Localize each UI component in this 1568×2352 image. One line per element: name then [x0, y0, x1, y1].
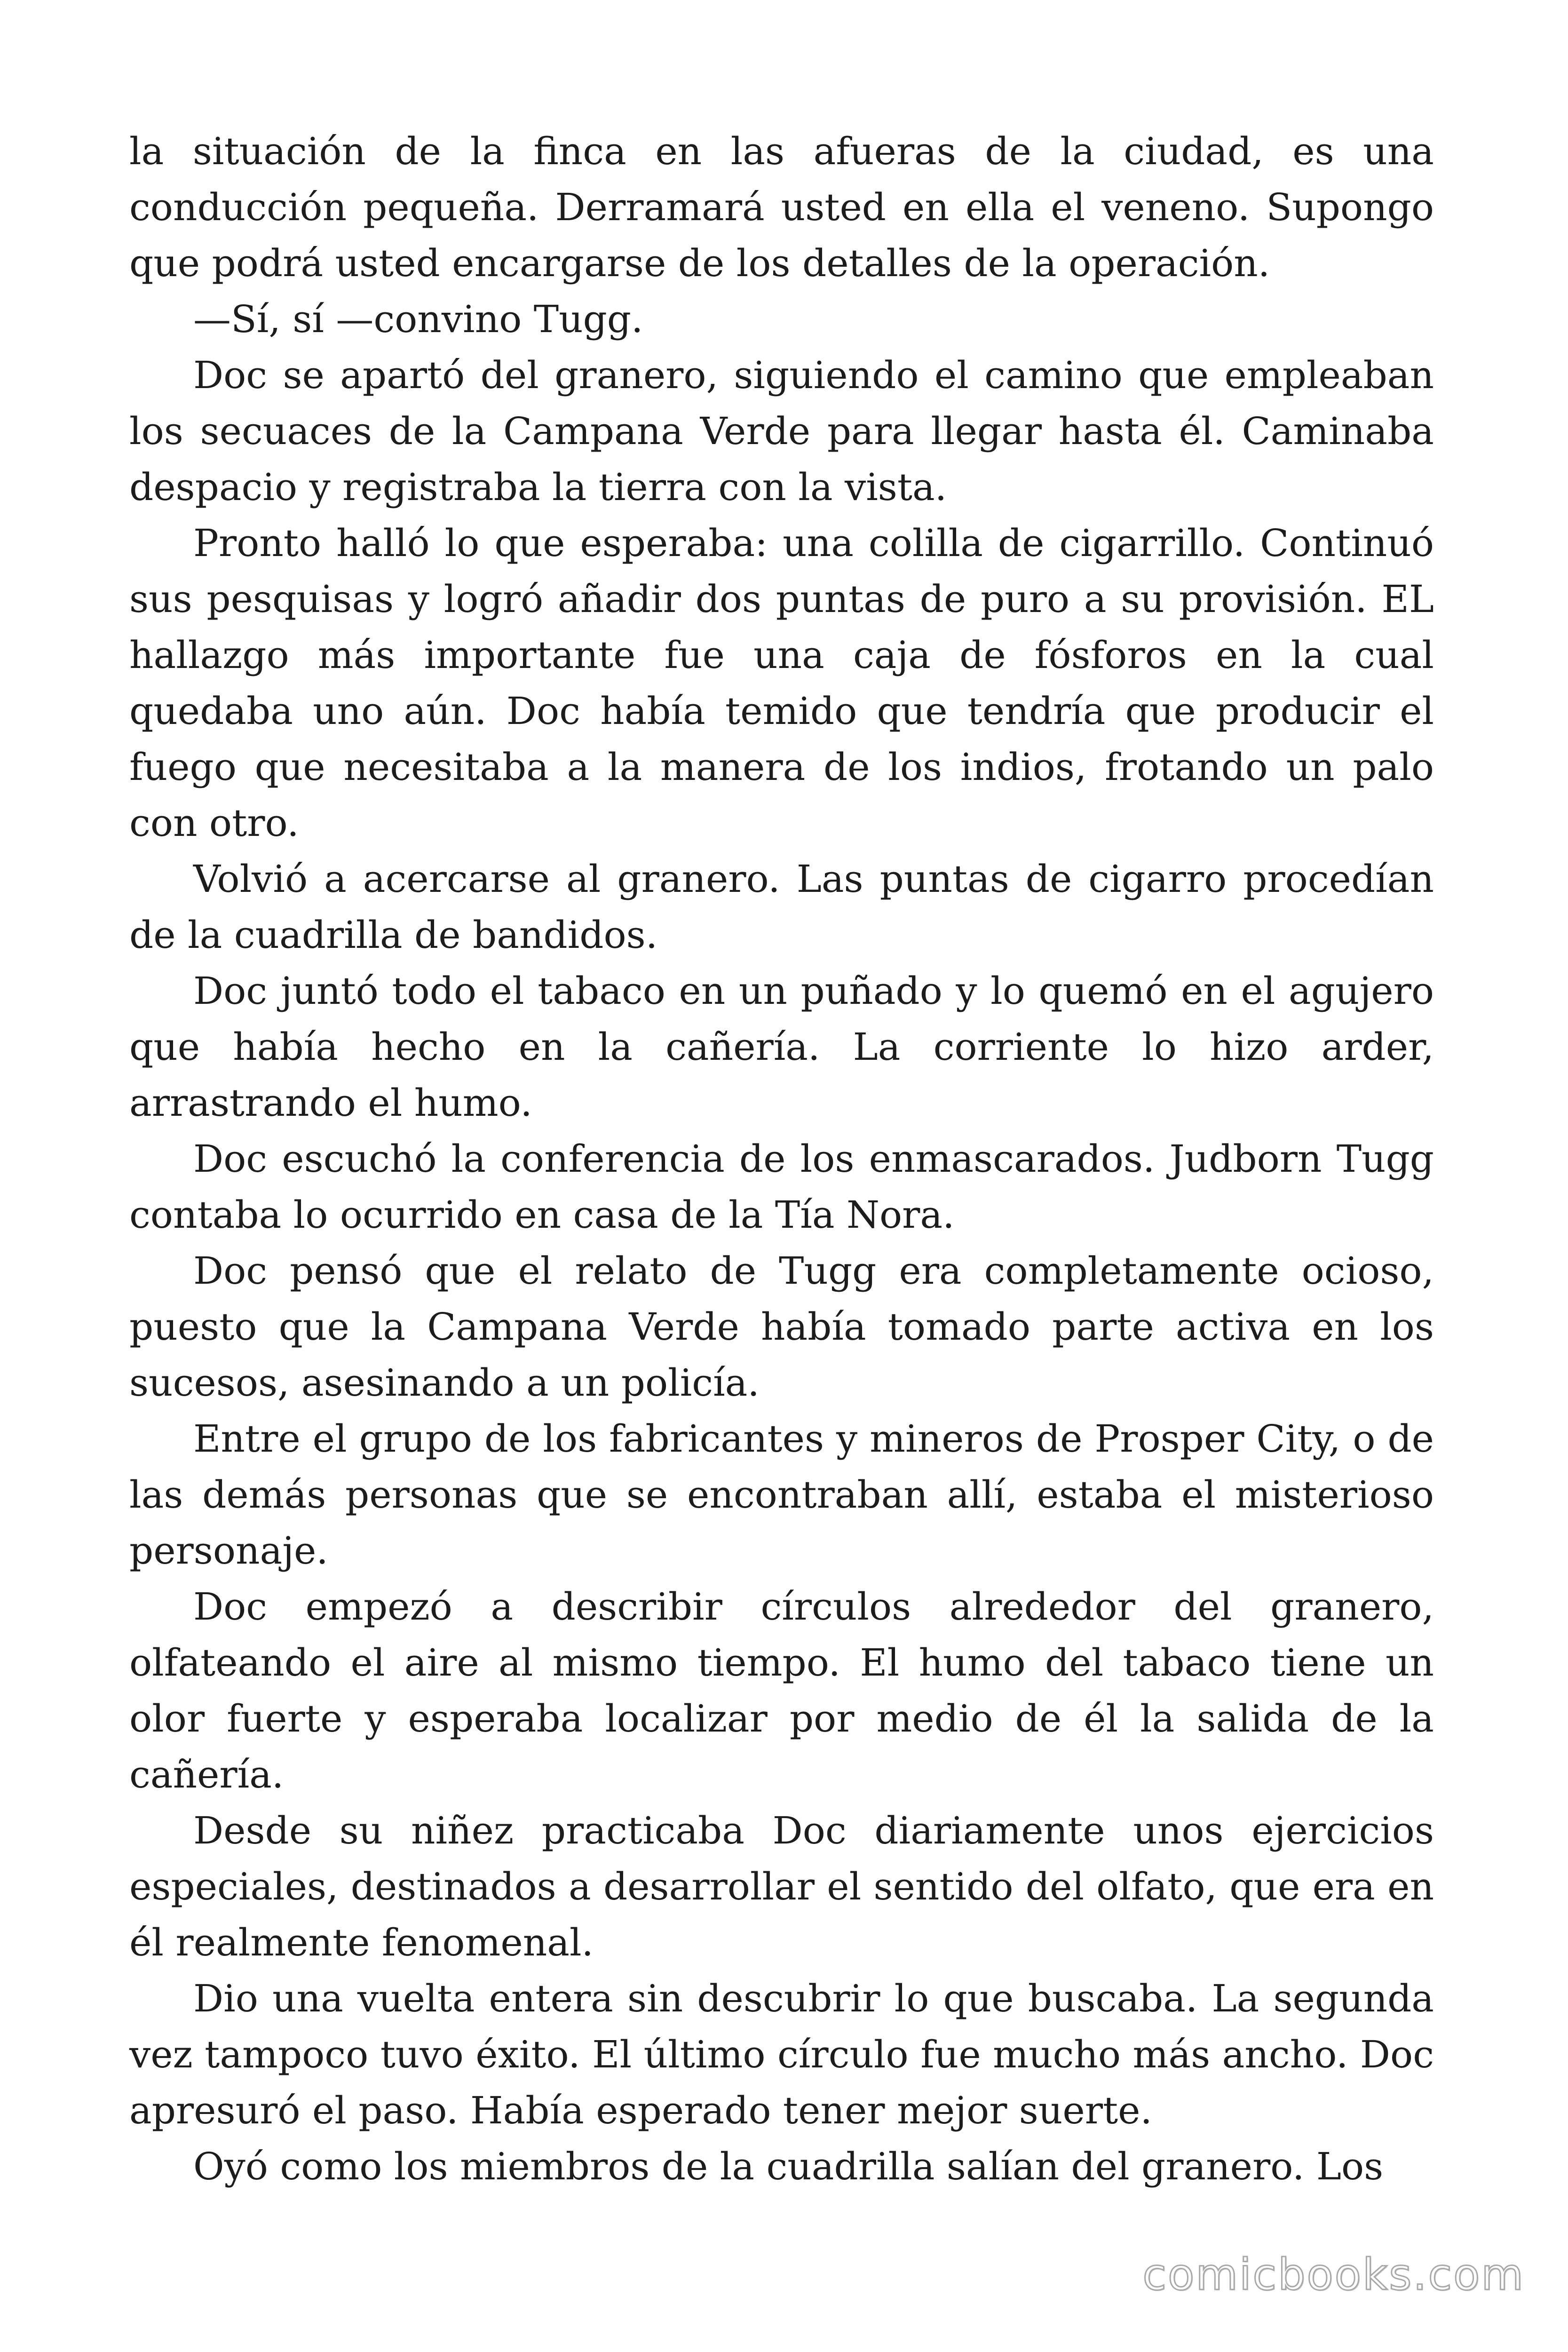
paragraph: Desde su niñez practicaba Doc diariamente unos ejercicios especiales, destinados a desarrollar el sentido del olfato, que era en él realmente fenomenal.	[129, 1809, 1434, 1964]
paragraph: Doc se apartó del granero, siguiendo el camino que empleaban los secuaces de la Campana Verde para llegar hasta él. Caminaba despacio y registraba la tierra con la vista.	[129, 353, 1434, 509]
paragraph: Pronto halló lo que esperaba: una colilla de cigarrillo. Continuó sus pesquisas y logró añadir dos puntas de puro a su provisión. EL hallazgo más importante fue una caja de fósforos en la cual quedaba uno aún. Doc había temido que tendría que producir el fuego que necesitaba a la manera de los indios, frotando un palo con otro.	[129, 521, 1434, 845]
paragraph: Entre el grupo de los fabricantes y mineros de Prosper City, o de las demás personas que se encontraban allí, estaba el misterioso personaje.	[129, 1417, 1434, 1573]
paragraph: Doc escuchó la conferencia de los enmascarados. Judborn Tugg contaba lo ocurrido en casa de la Tía Nora.	[129, 1137, 1434, 1237]
paragraph: Doc empezó a describir círculos alrededor del granero, olfateando el aire al mismo tiempo. El humo del tabaco tiene un olor fuerte y esperaba localizar por medio de él la salida de la cañería.	[129, 1585, 1434, 1796]
book-page-text	[129, 123, 1434, 2194]
watermark-logo: comicbooks.com	[1142, 2249, 1525, 2300]
paragraph: Volvió a acercarse al granero. Las puntas de cigarro procedían de la cuadrilla de bandidos.	[129, 857, 1434, 957]
paragraph-continuation: la situación de la finca en las afueras de la ciudad, es una conducción pequeña. Derramará usted en ella el veneno. Supongo que podrá usted encargarse de los detalles de la operación.	[129, 129, 1434, 285]
paragraph: Doc juntó todo el tabaco en un puñado y lo quemó en el agujero que había hecho en la cañería. La corriente lo hizo arder, arrastrando el humo.	[129, 969, 1434, 1125]
paragraph-last-line: Oyó como los miembros de la cuadrilla salían del granero. Los	[193, 2145, 1384, 2188]
paragraph-dialogue: —Sí, sí —convino Tugg.	[193, 297, 643, 341]
paragraph: Dio una vuelta entera sin descubrir lo que buscaba. La segunda vez tampoco tuvo éxito. El último círculo fue mucho más ancho. Doc apresuró el paso. Había esperado tener mejor suerte.	[129, 1977, 1434, 2132]
paragraph: Doc pensó que el relato de Tugg era completamente ocioso, puesto que la Campana Verde había tomado parte activa en los sucesos, asesinando a un policía.	[129, 1249, 1434, 1405]
